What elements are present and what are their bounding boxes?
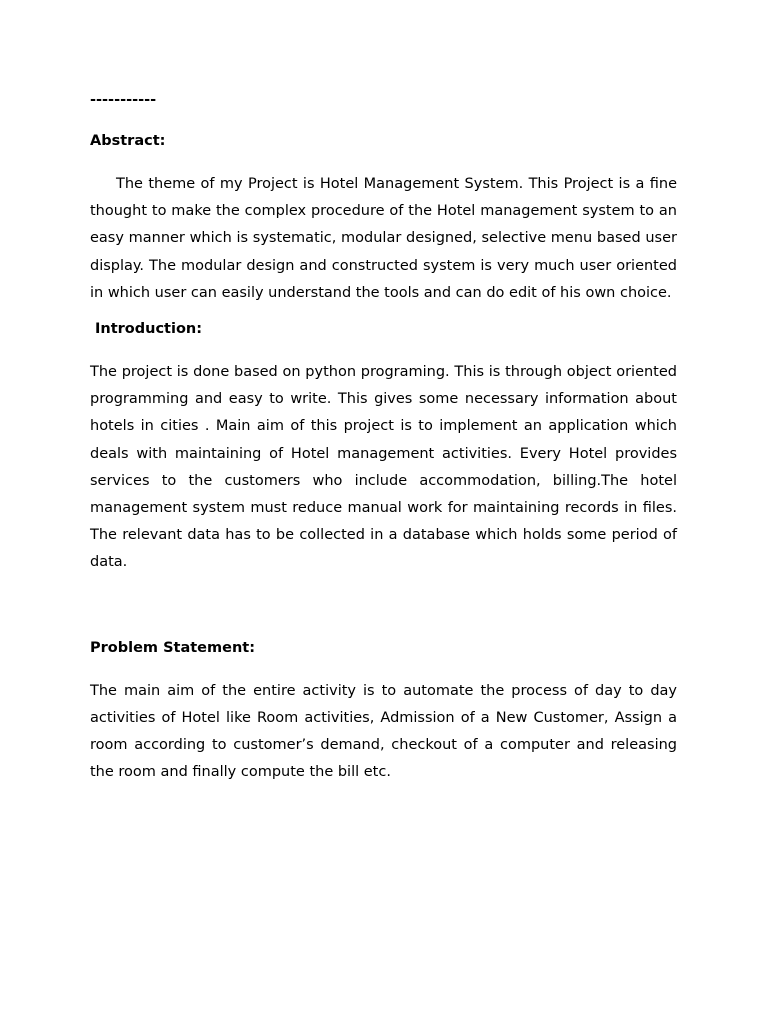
- introduction-section: [90, 319, 677, 577]
- abstract-paragraph: The theme of my Project is Hotel Management System. This Project is a fine thought to make the complex procedure of the Hotel management system to an easy manner which is systematic, modular designed, selective menu based user display. The modular design and constructed system is very much user oriented in which user can easily understand the tools and can do edit of his own choice.: [90, 176, 677, 301]
- document-page: [90, 90, 677, 786]
- abstract-heading: Abstract:: [90, 133, 166, 149]
- separator-line: -----------: [90, 92, 157, 108]
- introduction-paragraph: The project is done based on python programing. This is through object oriented programming and easy to write. This gives some necessary information about hotels in cities . Main aim of this project is to implement an application which deals with maintaining of Hotel management activities. Every Hotel provides services to the customers who include accommodation, billing.The hotel management system must reduce manual work for maintaining records in files. The relevant data has to be collected in a database which holds some period of data.: [90, 364, 677, 571]
- problem-statement-section: [90, 638, 677, 787]
- abstract-section: [90, 131, 677, 307]
- problem-statement-heading: Problem Statement:: [90, 639, 256, 656]
- introduction-heading: Introduction:: [95, 321, 203, 338]
- problem-statement-paragraph: The main aim of the entire activity is to automate the process of day to day activities of Hotel like Room activities, Admission of a New Customer, Assign a room according to customer’s demand, checkout of a computer and releasing the room and finally compute the bill etc.: [90, 682, 677, 781]
